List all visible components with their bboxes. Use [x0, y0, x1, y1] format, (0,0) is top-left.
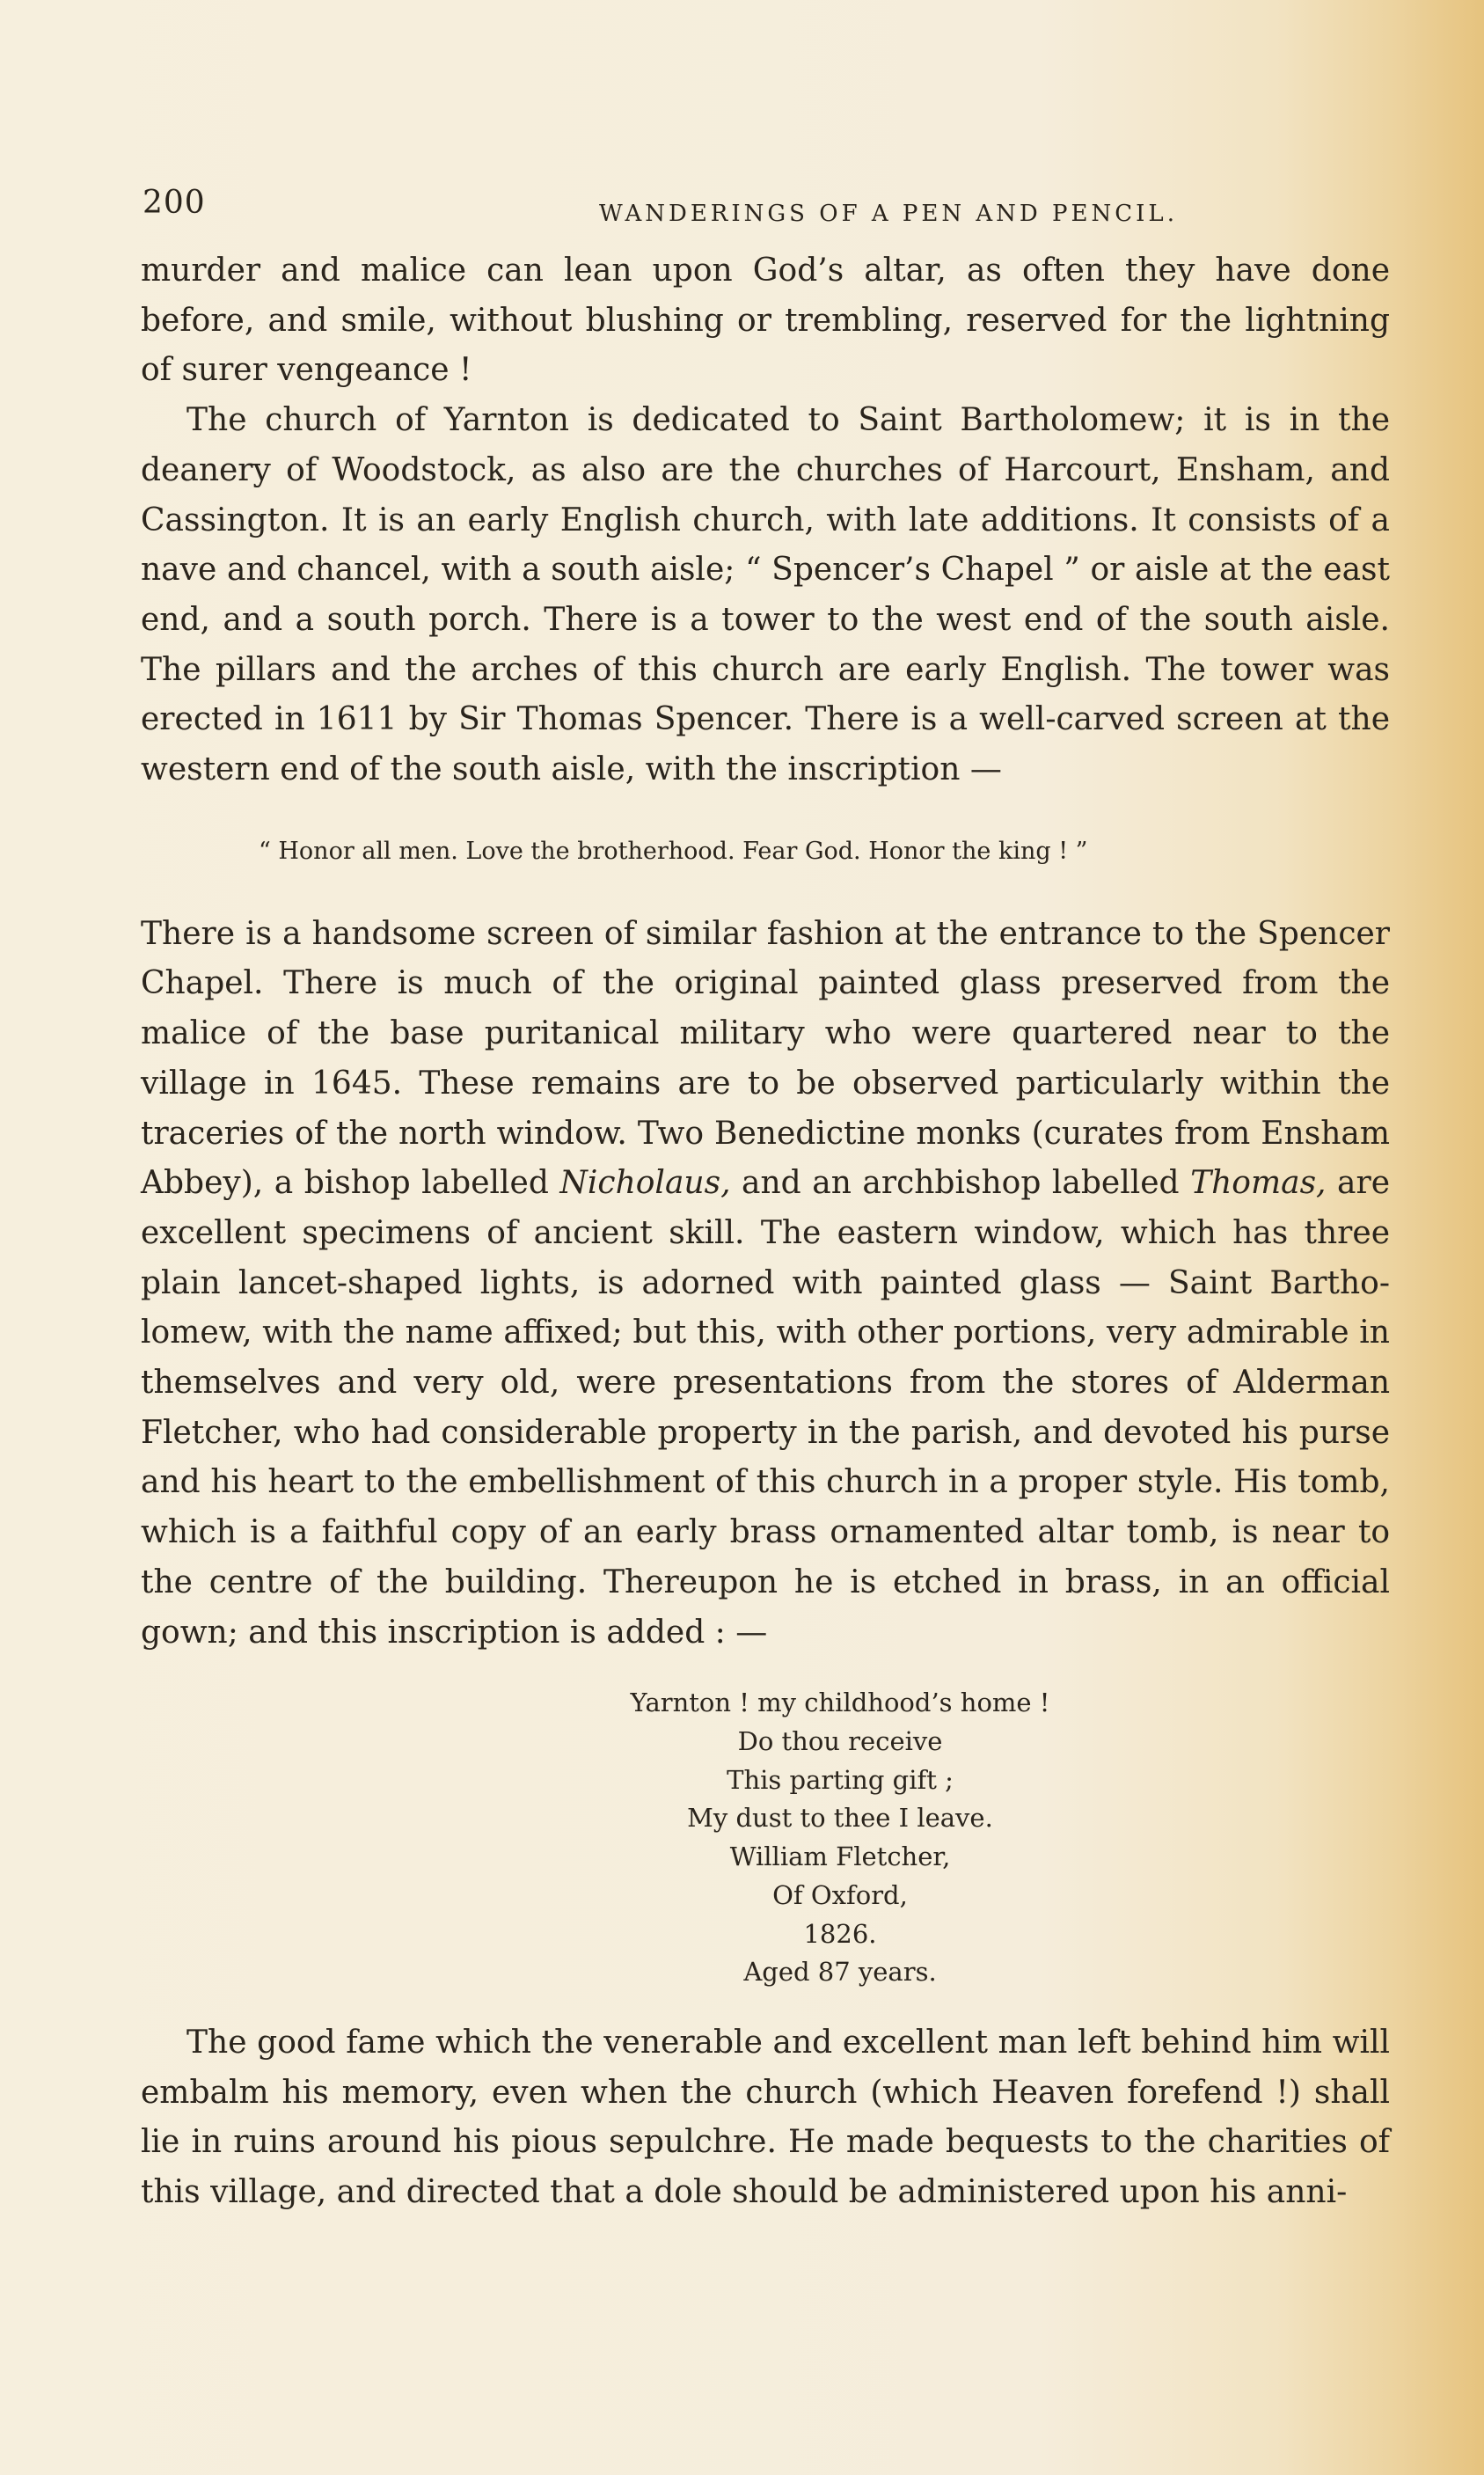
running-title: WANDERINGS OF A PEN AND PENCIL. — [599, 201, 1178, 227]
inscription-line: This parting gift ; — [727, 1764, 954, 1795]
paragraph-3-text-b: and an archbishop labelled — [730, 1165, 1191, 1202]
inscription-line: 1826. — [803, 1918, 877, 1949]
paragraph-2: The church of Yarnton is dedicated to Saint Bartholomew; it is in the deanery of Woodstock, as also are the churches of Harcourt, Ensham, and Cassington. It is an early English church, with late additions. It consists of a nave and chancel, with a south aisle; “ Spencer’s Chapel ” or aisle at the east end, and a south porch. There is a tower to the west end of the south aisle. The pillars and the arches of this church are early English. The tower was erected in 1611 by Sir Thomas Spencer. There is a well-carved screen at the western end of the south aisle, with the inscription — — [141, 402, 1390, 788]
paragraph-3-text-a: There is a handsome screen of similar fashion at the entrance to the Spencer Chapel. There is much of the original painted glass preserved from the malice of the base puritanical military who were quartered near to the village in 1645. These remains are to be observed particularly within the traceries of the north window. Two Benedictine monks (curates from Ensham Abbey), a bishop labelled — [141, 915, 1390, 1202]
name-thomas: Thomas, — [1190, 1165, 1327, 1202]
name-nicholaus: Nicholaus, — [559, 1165, 731, 1202]
running-head — [141, 185, 1390, 246]
inscription-line: Aged 87 years. — [743, 1957, 937, 1988]
inscription-line: Yarnton ! my childhood’s home ! — [630, 1688, 1050, 1718]
paragraph-1: murder and malice can lean upon God’s altar, as often they have done before, and smile, without blushing or trembling, reserved for the lightning of surer vengeance ! — [141, 253, 1390, 389]
inscription-line: William Fletcher, — [729, 1842, 951, 1872]
tomb-inscription — [141, 1684, 1390, 1992]
page-number: 200 — [143, 185, 206, 221]
inscription-line: Do thou receive — [737, 1725, 943, 1756]
paragraph-4: The good fame which the venerable and excellent man left behind him will embalm his memory, even when the church (which Heaven forefend !) shall lie in ruins around his pious sepulchre. He made bequests to the charities of this village, and directed that a dole should be administered upon his anni- — [141, 2024, 1390, 2211]
paragraph-3 — [141, 910, 1390, 1659]
inscription-line: My dust to thee I leave. — [687, 1803, 993, 1834]
book-page — [141, 185, 1390, 2218]
paragraph-3-text-c: are excellent specimens of ancient skill. The eastern window, which has three plain lancet-shaped lights, is adorned with painted glass — Saint Bartho-lomew, with the name affixed; but this, with other portions, very admirable in themselves and very old, were presentations from the stores of Alderman Fletcher, who had considerable property in the parish, and devoted his purse and his heart to the embellishment of this church in a proper style. His tomb, which is a faithful copy of an early brass ornamented altar tomb, is near to the centre of the building. Thereupon he is etched in brass, in an official gown; and this inscription is added : — — [141, 1165, 1390, 1651]
inscription-line: Of Oxford, — [772, 1879, 908, 1910]
screen-inscription-quote: “ Honor all men. Love the brotherhood. Fear God. Honor the king ! ” — [259, 837, 1088, 865]
